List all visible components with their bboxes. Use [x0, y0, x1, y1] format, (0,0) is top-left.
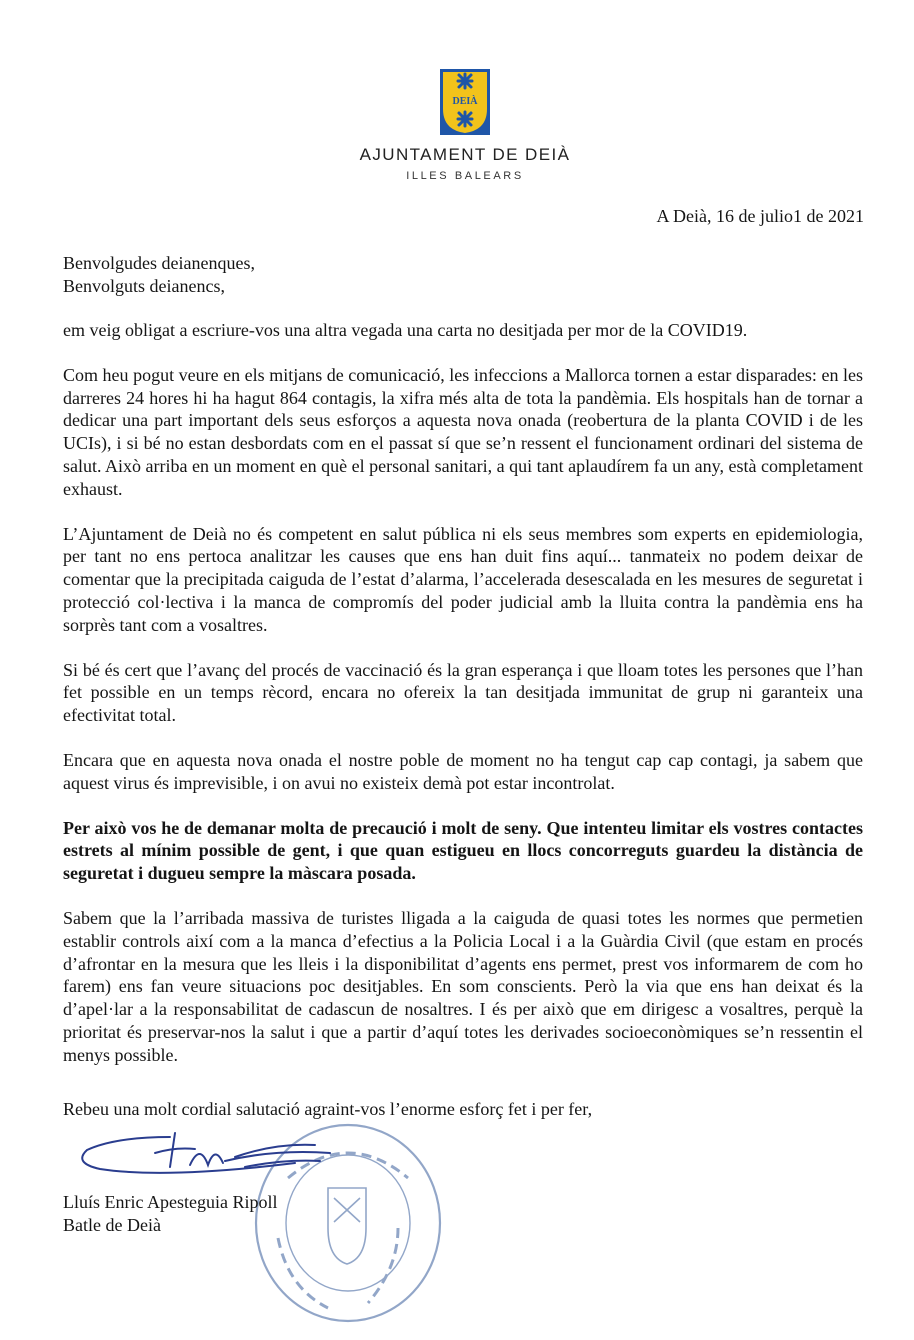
body-paragraph: Encara que en aquesta nova onada el nostre poble de moment no ha tengut cap cap contagi, ja sabem que aquest virus és imprevisible, i on avui no existeix demà pot estar incontrolat. [63, 749, 863, 793]
municipal-crest-icon [440, 69, 490, 135]
body-paragraph: Si bé és cert que l’avanç del procés de vaccinació és la gran esperança i que lloam totes les persones que l’han fet possible en un temps rècord, encara no ofereix la tan desitjada immunitat de grup ni garanteix una efectivitat total. [63, 659, 863, 726]
closing-line: Rebeu una molt cordial salutació agraint-vos l’enorme esforç fet i per fer, [63, 1099, 593, 1119]
body-paragraph: Sabem que la l’arribada massiva de turistes lligada a la caiguda de quasi totes les normes que permetien establir controls així com a la manca d’efectius a la Policia Local i a la Guàrdia Civil (que estam en procés d’afrontar en la mesura que les lleis i la disponibilitat d’agents ens permet, prest vos informarem de com ho farem) ens fan veure situacions poc desitjables. En som conscients. Però la via que ens han deixat és la d’apel·lar a la responsabilitat de cadascun de nosaltres. I és per això que em dirigesc a vosaltres, perquè la prioritat és preservar-nos la salut i que a partir d’aquí totes les derivades socioeconòmiques se’n ressentin el menys possible. [63, 907, 863, 1065]
salutation [63, 252, 863, 298]
signer-name: Lluís Enric Apesteguia Ripoll [63, 1192, 278, 1212]
salutation-line-1: Benvolgudes deianenques, [63, 253, 255, 273]
signer-title: Batle de Deià [63, 1215, 161, 1235]
signer-block [63, 1191, 277, 1237]
letter-date: A Deià, 16 de julio1 de 2021 [656, 206, 864, 226]
body-paragraph: L’Ajuntament de Deià no és competent en salut pública ni els seus membres som experts en epidemiologia, per tant no ens pertoca analitzar les causes que ens han duit fins aquí... tanmateix no podem deixar de comentar que la precipitada caiguda de l’estat d’alarma, l’accelerada desescalada en les mesures de seguretat i protecció col·lectiva i la manca de compromís del poder judicial amb la lluita contra la pandèmia ens ha sorprès tant com a vosaltres. [63, 523, 863, 635]
crest-text: DEIÀ [452, 96, 478, 107]
body-paragraph: em veig obligat a escriure-vos una altra vegada una carta no desitjada per mor de la COVID19. [63, 320, 748, 340]
salutation-line-2: Benvolguts deianencs, [63, 275, 225, 296]
organization-region: ILLES BALEARS [406, 170, 524, 182]
organization-name: AJUNTAMENT DE DEIÀ [359, 145, 571, 164]
body-paragraph-emphasis: Per això vos he de demanar molta de precaució i molt de seny. Que intenteu limitar els vostres contactes estrets al mínim possible de gent, i que quan estigueu en llocs concorreguts guardeu la distància de seguretat i dugueu sempre la màscara posada. [63, 817, 863, 884]
body-paragraph: Com heu pogut veure en els mitjans de comunicació, les infeccions a Mallorca tornen a estar disparades: en les darreres 24 hores hi ha hagut 864 contagis, la xifra més alta de tota la pandèmia. Els hospitals han de tornar a dedicar una part important dels seus esforços a aquesta nova onada (reobertura de la planta COVID i de les UCIs), i si bé no estan desbordats com en el passat sí que se’n ressent el funcionament ordinari del sistema de salut. Això arriba en un moment en què el personal sanitari, a qui tant aplaudírem fa un any, està completament exhaust. [63, 364, 863, 499]
letter-body [63, 319, 863, 1089]
signature-icon [75, 1125, 335, 1185]
